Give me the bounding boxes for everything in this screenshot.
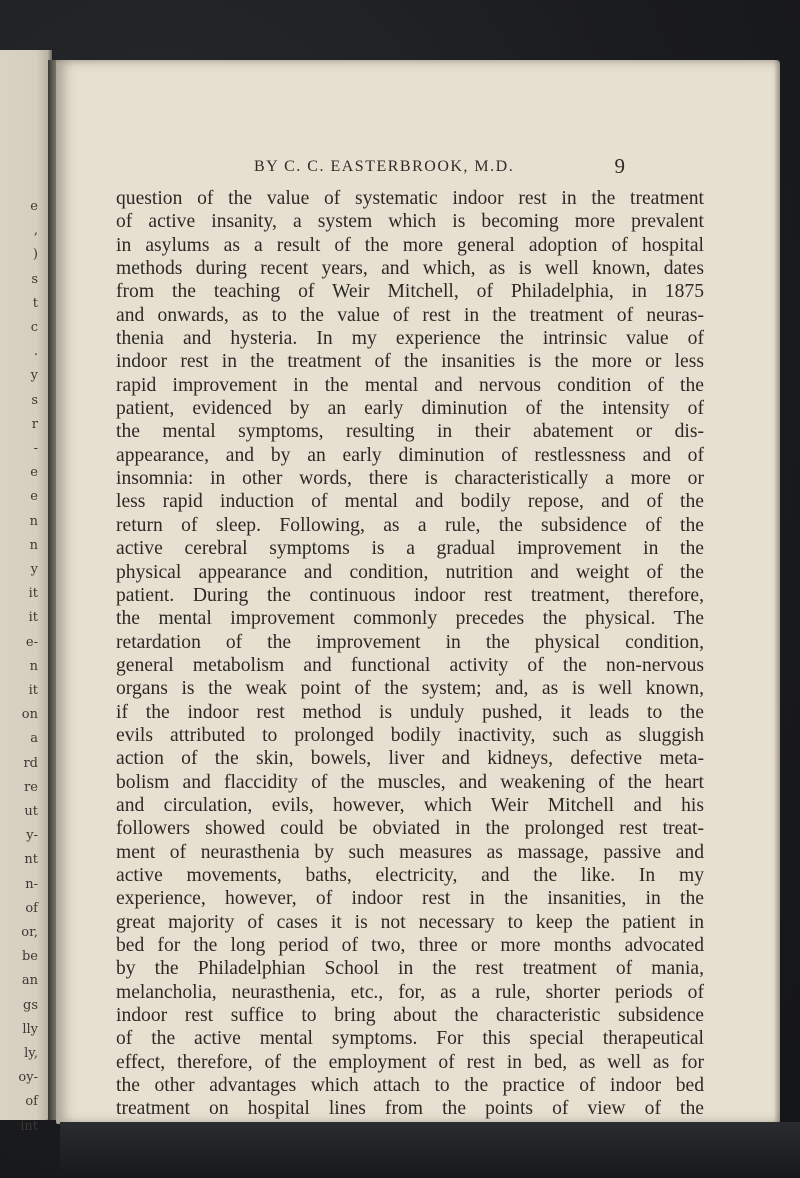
previous-page-text-fragment: re bbox=[24, 779, 38, 795]
previous-page-text-fragment: it bbox=[28, 610, 38, 626]
text-line: bed for the long period of two, three or more months advocated bbox=[116, 935, 704, 956]
text-line: active movements, baths, electricity, and the like. In my bbox=[116, 864, 704, 886]
text-line: great majority of cases it is not necessary to keep the patient in bbox=[116, 911, 704, 933]
text-line: retardation of the improvement in the physical condition, bbox=[116, 631, 704, 653]
text-line: appearance, and by an early diminution of restlessness and of bbox=[116, 444, 704, 466]
previous-page-text-fragment: , bbox=[33, 223, 38, 239]
previous-page-text-fragment: it bbox=[28, 683, 38, 698]
previous-page-text-fragment: of bbox=[25, 1094, 38, 1110]
previous-page-text-fragment: it bbox=[28, 586, 38, 602]
text-line: the other advantages which attach to the practice of indoor bed bbox=[116, 1075, 704, 1097]
previous-page-text-fragment: rd bbox=[23, 755, 38, 771]
book-page bbox=[56, 60, 780, 1124]
previous-page-text-fragment: oy- bbox=[18, 1070, 38, 1086]
previous-page-text-fragment: e bbox=[30, 199, 38, 214]
text-line: followers showed could be obviated in the prolonged rest treat- bbox=[116, 818, 704, 840]
previous-page-text-fragment: ly, bbox=[24, 1046, 38, 1061]
previous-page-text-fragment: t bbox=[32, 295, 38, 311]
previous-page-text-fragment: int bbox=[20, 1118, 38, 1134]
text-line: patient, evidenced by an early diminution of the intensity of bbox=[116, 398, 704, 420]
text-line: insomnia: in other words, there is characteristically a more or bbox=[116, 468, 704, 490]
text-line: melancholia, neurasthenia, etc., for, as a rule, shorter periods of bbox=[116, 981, 704, 1003]
text-line: patient. During the continuous indoor rest treatment, therefore, bbox=[116, 584, 704, 606]
previous-page-text-fragment: s bbox=[31, 271, 38, 287]
previous-page-text-fragment: e- bbox=[25, 634, 38, 650]
text-line: of active insanity, a system which is becoming more prevalent bbox=[116, 211, 704, 233]
previous-page-text-fragment: r bbox=[31, 416, 38, 432]
text-line: less rapid induction of mental and bodily repose, and of the bbox=[116, 491, 704, 513]
previous-page-text-fragment: e bbox=[30, 489, 38, 505]
text-line: methods during recent years, and which, as is well known, dates bbox=[116, 258, 704, 280]
previous-page-text-fragment: . bbox=[33, 344, 38, 360]
text-line: thenia and hysteria. In my experience the intrinsic value of bbox=[116, 328, 704, 350]
text-line: of the active mental symptoms. For this special therapeutical bbox=[116, 1028, 704, 1050]
text-line: action of the skin, bowels, liver and kidneys, defective meta- bbox=[116, 748, 704, 770]
text-line: treatment on hospital lines from the points of view of the bbox=[116, 1098, 704, 1120]
text-line: and onwards, as to the value of rest in the treatment of neuras- bbox=[116, 304, 704, 326]
previous-page-text-fragment: of bbox=[25, 900, 38, 916]
previous-page-text-fragment: gs bbox=[23, 997, 38, 1013]
text-line: by the Philadelphian School in the rest treatment of mania, bbox=[116, 958, 704, 980]
previous-page-text-fragment: - bbox=[33, 441, 38, 456]
previous-page-text-fragment: n bbox=[29, 658, 38, 674]
previous-page-text-fragment: a bbox=[30, 731, 38, 747]
previous-page-text-fragment: y- bbox=[26, 828, 38, 844]
text-line: general metabolism and functional activity of the non-nervous bbox=[116, 654, 704, 676]
text-line: return of sleep. Following, as a rule, the subsidence of the bbox=[116, 514, 704, 536]
previous-page-text-fragment: an bbox=[21, 973, 38, 989]
text-line: in asylums as a result of the more general adoption of hospital bbox=[116, 234, 704, 256]
text-line: the mental symptoms, resulting in their abatement or dis- bbox=[116, 421, 704, 443]
text-line: organs is the weak point of the system; and, as is well known, bbox=[116, 678, 704, 700]
text-line: question of the value of systematic indoor rest in the treatment bbox=[116, 188, 704, 209]
text-line: effect, therefore, of the employment of rest in bed, as well as for bbox=[116, 1051, 704, 1073]
scan-bottom-edge bbox=[60, 1122, 800, 1178]
text-line: the mental improvement commonly precedes the physical. The bbox=[116, 608, 704, 630]
previous-page-text-fragment: on bbox=[21, 707, 38, 723]
previous-page-text-fragment: be bbox=[21, 949, 38, 965]
previous-page-text-fragment: ) bbox=[32, 247, 38, 263]
running-head: BY C. C. EASTERBROOK, M.D. bbox=[254, 158, 515, 175]
previous-page-text-fragment: y bbox=[30, 562, 38, 577]
text-line: ment of neurasthenia by such measures as massage, passive and bbox=[116, 841, 704, 863]
previous-page-text-fragment: c bbox=[30, 320, 38, 335]
previous-page-text-fragment: e bbox=[30, 465, 38, 481]
text-line: evils attributed to prolonged bodily inactivity, such as sluggish bbox=[116, 724, 704, 746]
previous-page-text-fragment: n bbox=[29, 513, 38, 529]
text-line: rapid improvement in the mental and nervous condition of the bbox=[116, 374, 704, 396]
previous-page-text-fragment: n- bbox=[25, 876, 38, 892]
previous-page-text-fragment: y bbox=[30, 368, 38, 384]
text-line: physical appearance and condition, nutrition and weight of the bbox=[116, 561, 704, 583]
page-number: 9 bbox=[614, 154, 625, 178]
text-line: indoor rest in the treatment of the insanities is the more or less bbox=[116, 351, 704, 373]
text-line: if the indoor rest method is unduly pushed, it leads to the bbox=[116, 701, 704, 723]
previous-page-text-fragment: ut bbox=[24, 804, 38, 819]
previous-page-edge bbox=[0, 50, 52, 1134]
previous-page-text-fragment: or, bbox=[21, 925, 38, 940]
text-line: active cerebral symptoms is a gradual improvement in the bbox=[116, 538, 704, 560]
previous-page-text-fragment: n bbox=[29, 537, 38, 553]
body-text bbox=[116, 187, 704, 1144]
previous-page-text-fragment: nt bbox=[24, 852, 38, 868]
text-line: experience, however, of indoor rest in the insanities, in the bbox=[116, 888, 704, 910]
text-line: bolism and flaccidity of the muscles, and weakening of the heart bbox=[116, 771, 704, 793]
previous-page-text-fragment: lly bbox=[22, 1021, 38, 1037]
text-line: from the teaching of Weir Mitchell, of Philadelphia, in 1875 bbox=[116, 281, 704, 303]
previous-page-text-fragment: s bbox=[31, 392, 38, 408]
text-line: and circulation, evils, however, which Weir Mitchell and his bbox=[116, 794, 704, 816]
text-line: indoor rest suffice to bring about the characteristic subsidence bbox=[116, 1005, 704, 1027]
